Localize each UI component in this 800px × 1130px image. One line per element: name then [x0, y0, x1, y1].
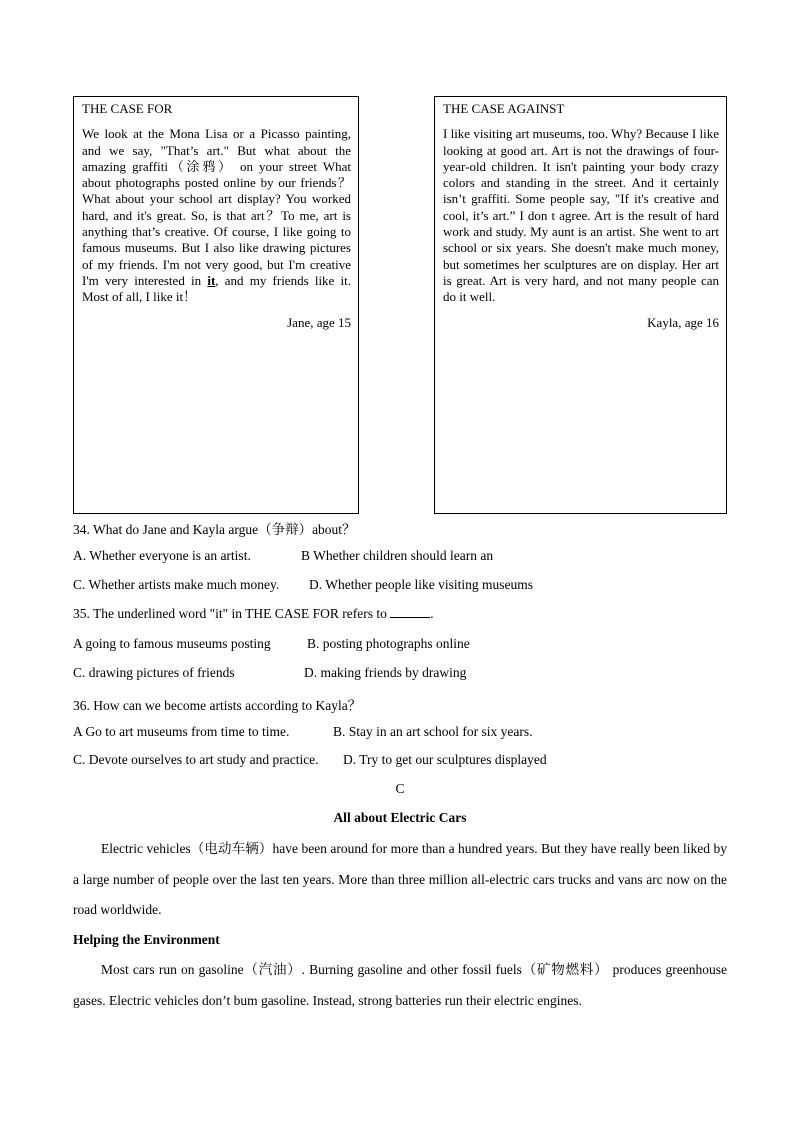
question-34-option-b: B Whether children should learn an: [301, 548, 494, 563]
case-for-heading: THE CASE FOR: [82, 101, 173, 116]
underlined-word-it: it: [207, 272, 216, 288]
paragraph-text: Electric vehicles（电动车辆）have been around for more than a hundred years. But they have really been liked by a large number of people over the last ten years. More than three million all-electric cars trucks and vans arc now on the road worldwide.: [73, 841, 727, 917]
question-36-option-c: C. Devote ourselves to art study and practice.: [73, 752, 319, 767]
case-for-box: [73, 96, 359, 514]
case-against-signature: Kayla, age 16: [647, 314, 719, 330]
case-for-text-1: We look at the Mona Lisa or a Picasso painting, and we say, "That’s art." But what about the amazing graffiti（涂鸦） on your street What about photographs posted online by our friends？ What about your school art display? You worked hard, and it's great. So, is that art？To me, art is anything that’s creative. Of course, I like going to famous museums. But I also like drawing pictures of my friends. I'm not very good, but I'm creative I'm very interested in: [82, 126, 351, 288]
question-36-option-b: B. Stay in an art school for six years.: [333, 724, 533, 739]
question-36-stem: 36. How can we become artists according to Kayla？: [73, 698, 362, 713]
passage-letter: C: [395, 781, 405, 796]
question-35-stem-text: 35. The underlined word "it" in THE CASE FOR refers to: [73, 606, 391, 621]
question-34-option-d: D. Whether people like visiting museums: [309, 577, 533, 592]
question-35-option-a: A going to famous museums posting: [73, 636, 271, 651]
question-35-option-b: B. posting photographs online: [307, 636, 470, 651]
paragraph-text: Most cars run on gasoline（汽油）. Burning gasoline and other fossil fuels（矿物燃料） produces greenhouse gases. Electric vehicles don’t bum gasoline. Instead, strong batteries run their electric engines.: [73, 962, 727, 1008]
case-for-text-2: , and my friends like it. Most of all, I like it！: [82, 272, 352, 305]
case-against-body: I like visiting art museums, too. Why? Because I like looking at good art. Art is not the drawings of four-year-old children. It isn't painting your body crazy colors and standing in the street. And it certainly isn’t graffiti. Some people say, "If it's creative and cool, it’s art.” I don t agree. Art is the result of hard work and study. My aunt is an artist. She went to art school or six years. She doesn't make much money, but sometimes her sculptures are on display. Her art is great. Art is very hard, and not many people can do it well.: [443, 126, 719, 305]
section-heading: Helping the Environment: [73, 932, 220, 947]
question-35-stem-end: .: [430, 606, 434, 621]
case-against-box: [434, 96, 727, 514]
case-against-heading: THE CASE AGAINST: [443, 101, 565, 116]
case-for-body: [82, 126, 351, 305]
question-34-option-c: C. Whether artists make much money.: [73, 577, 280, 592]
question-34-stem: 34. What do Jane and Kayla argue（争辩）about？: [73, 522, 356, 537]
question-36-option-a: A Go to art museums from time to time.: [73, 724, 290, 739]
passage-title: All about Electric Cars: [333, 810, 467, 825]
question-35-option-c: C. drawing pictures of friends: [73, 665, 235, 680]
case-for-signature: Jane, age 15: [287, 314, 351, 330]
passage-paragraph-2: [73, 955, 727, 1016]
question-35-stem: [73, 606, 434, 622]
answer-blank: [390, 607, 430, 618]
question-35-option-d: D. making friends by drawing: [304, 665, 467, 680]
question-34-option-a: A. Whether everyone is an artist.: [73, 548, 251, 563]
passage-paragraph-1: [73, 834, 727, 926]
question-36-option-d: D. Try to get our sculptures displayed: [343, 752, 547, 767]
